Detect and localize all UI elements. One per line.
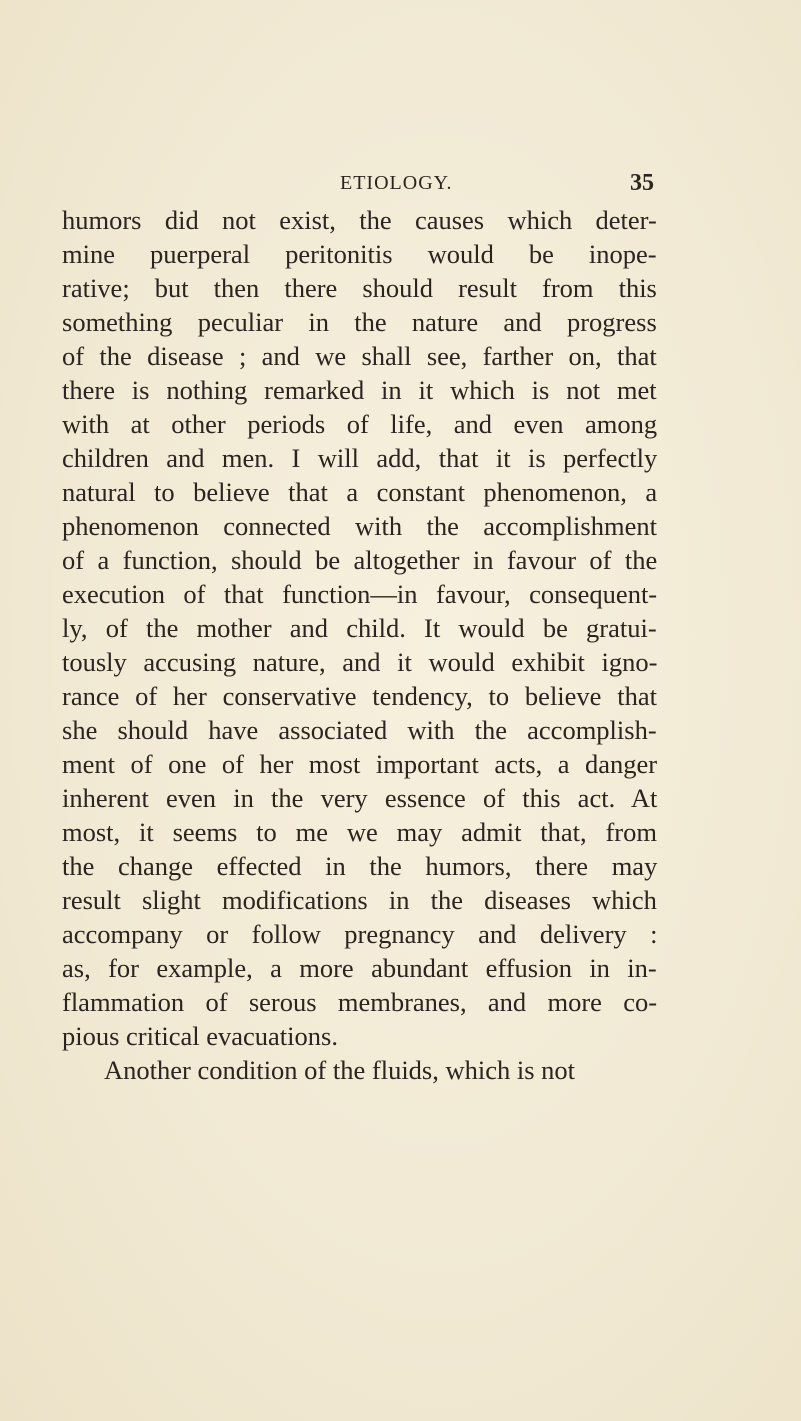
text-line: pious critical evacuations.	[62, 1021, 338, 1051]
text-line: ment of one of her most important acts, a danger	[62, 749, 658, 779]
text-line: most, it seems to me we may admit that, from	[62, 817, 657, 847]
text-line: of the disease ; and we shall see, farther on, that	[62, 341, 657, 371]
text-line: rative; but then there should result from this	[62, 273, 657, 303]
text-line: as, for example, a more abundant effusion in in-	[62, 953, 657, 983]
text-line: something peculiar in the nature and progress	[62, 307, 657, 337]
text-line: rance of her conservative tendency, to believe that	[62, 681, 657, 711]
text-line: phenomenon connected with the accomplishment	[62, 511, 657, 541]
text-line: the change effected in the humors, there may	[62, 851, 658, 881]
text-line: execution of that function—in favour, consequent-	[62, 579, 658, 609]
text-line: children and men. I will add, that it is perfectly	[62, 443, 658, 473]
page-number: 35	[630, 170, 654, 196]
text-line: of a function, should be altogether in favour of the	[62, 545, 658, 575]
text-line: mine puerperal peritonitis would be inope-	[62, 239, 657, 269]
running-head: ETIOLOGY.	[340, 172, 453, 194]
text-line: humors did not exist, the causes which deter-	[62, 205, 657, 235]
text-line: Another condition of the fluids, which is not	[104, 1055, 576, 1085]
page-header	[0, 170, 801, 200]
text-line: ly, of the mother and child. It would be gratui-	[62, 613, 657, 643]
text-line: inherent even in the very essence of this act. At	[62, 783, 658, 813]
text-line: natural to believe that a constant phenomenon, a	[62, 477, 658, 507]
text-line: result slight modifications in the diseases which	[62, 885, 657, 915]
text-line: there is nothing remarked in it which is not met	[62, 375, 657, 405]
text-line: tously accusing nature, and it would exhibit igno-	[62, 647, 658, 677]
text-line: she should have associated with the accomplish-	[62, 715, 657, 745]
text-line: flammation of serous membranes, and more co-	[62, 987, 658, 1017]
text-line: with at other periods of life, and even among	[62, 409, 658, 439]
text-line: accompany or follow pregnancy and delivery :	[62, 919, 658, 949]
